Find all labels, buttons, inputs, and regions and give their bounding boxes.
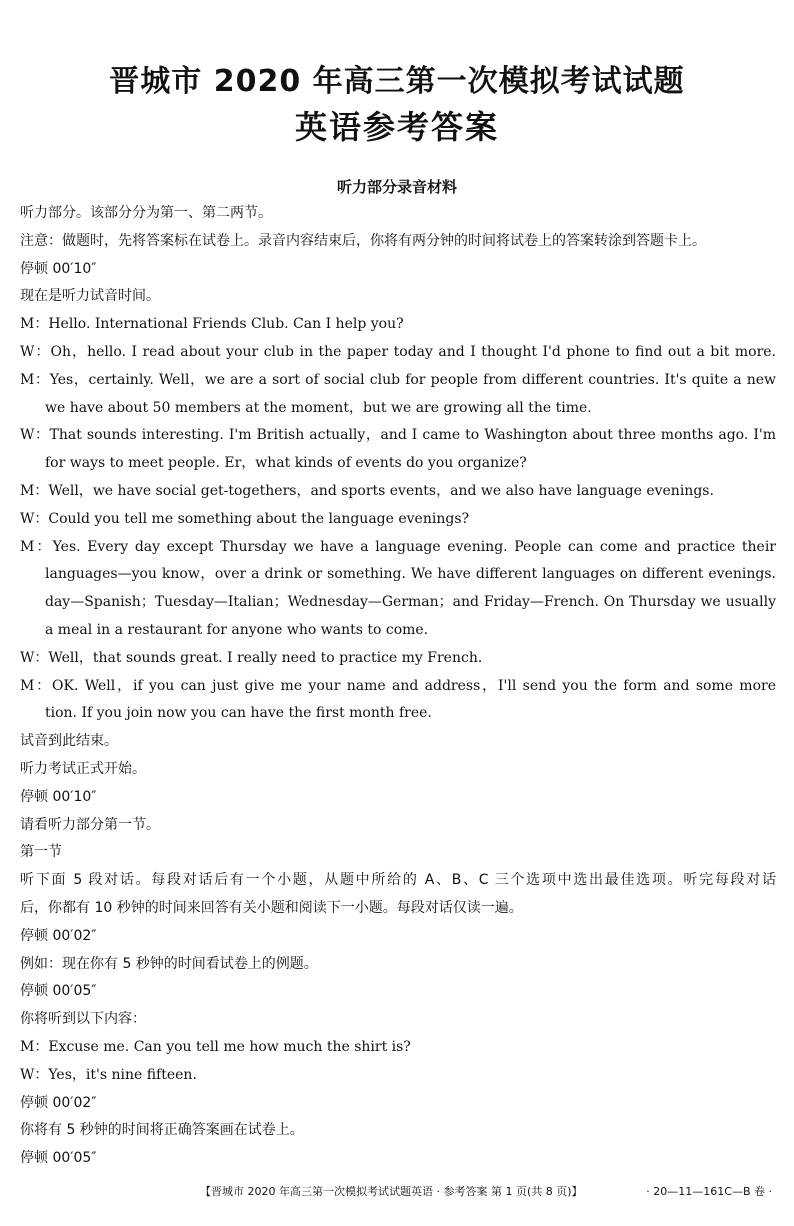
document-title: 晋城市 2020 年高三第一次模拟考试试题 bbox=[109, 64, 685, 99]
transcript-line: M：Yes，certainly. Well，we are a sort of social club for people from different countries. It's quite a new bbox=[20, 371, 776, 388]
transcript-line: M：Yes. Every day except Thursday we have a language evening. People can come and practice their bbox=[20, 538, 776, 555]
transcript-line: 停顿 00′05″ bbox=[20, 983, 97, 1000]
transcript-line: day—Spanish；Tuesday—Italian；Wednesday—German；and Friday—French. On Thursday we usually bbox=[45, 594, 776, 611]
transcript-line: 请看听力部分第一节。 bbox=[20, 816, 160, 833]
transcript-line: M：Excuse me. Can you tell me how much the shirt is? bbox=[20, 1038, 411, 1055]
transcript-line: W：That sounds interesting. I'm British actually，and I came to Washington about three months ago. I'm bbox=[20, 427, 776, 444]
transcript-line: 停顿 00′05″ bbox=[20, 1150, 97, 1167]
footer-code: · 20—11—161C—B 卷 · bbox=[646, 1185, 772, 1198]
page-footer bbox=[0, 1183, 794, 1203]
transcript-line: W：Could you tell me something about the language evenings? bbox=[20, 510, 470, 527]
transcript-line: a meal in a restaurant for anyone who wants to come. bbox=[45, 621, 429, 638]
transcript-line: 听力部分。该部分分为第一、第二两节。 bbox=[20, 205, 272, 221]
transcript-line: we have about 50 members at the moment，but we are growing all the time. bbox=[45, 399, 592, 416]
transcript-line: 例如：现在你有 5 秒钟的时间看试卷上的例题。 bbox=[20, 955, 318, 972]
transcript-line: 你将听到以下内容： bbox=[20, 1011, 146, 1028]
transcript-line: 你将有 5 秒钟的时间将正确答案画在试卷上。 bbox=[20, 1122, 304, 1139]
transcript-line: 听力考试正式开始。 bbox=[20, 760, 146, 777]
transcript-line: W：Yes，it's nine fifteen. bbox=[20, 1066, 197, 1083]
transcript-line: 停顿 00′10″ bbox=[20, 260, 97, 277]
section-heading: 听力部分录音材料 bbox=[336, 178, 457, 196]
transcript-line: 停顿 00′02″ bbox=[20, 927, 97, 944]
transcript-line: 后，你都有 10 秒钟的时间来回答有关小题和阅读下一小题。每段对话仅读一遍。 bbox=[20, 899, 523, 916]
transcript-line: languages—you know，over a drink or something. We have different languages on different evenings. bbox=[45, 566, 776, 583]
transcript-line: 停顿 00′10″ bbox=[20, 788, 97, 805]
transcript-line: W：Oh，hello. I read about your club in the paper today and I thought I'd phone to find out a bit more. bbox=[20, 343, 776, 360]
document-subtitle: 英语参考答案 bbox=[294, 108, 499, 146]
transcript-line: 第一节 bbox=[20, 844, 62, 861]
transcript-line: M：OK. Well，if you can just give me your name and address，I'll send you the form and some more bbox=[20, 677, 776, 694]
footer-page-info: 【晋城市 2020 年高三第一次模拟考试试题英语 · 参考答案 第 1 页(共 8 页)】 bbox=[200, 1185, 583, 1198]
transcript-line: 试音到此结束。 bbox=[20, 733, 118, 750]
transcript-line: 停顿 00′02″ bbox=[20, 1094, 97, 1111]
transcript-line: 注意：做题时，先将答案标在试卷上。录音内容结束后，你将有两分钟的时间将试卷上的答案转涂到答题卡上。 bbox=[20, 232, 706, 249]
transcript-line: 听下面 5 段对话。每段对话后有一个小题，从题中所给的 A、B、C 三个选项中选出最佳选项。听完每段对话 bbox=[20, 872, 776, 889]
transcript-line: M：Well，we have social get-togethers，and sports events，and we also have language evenings. bbox=[20, 482, 714, 499]
transcript-line: 现在是听力试音时间。 bbox=[20, 288, 160, 305]
transcript-line: M：Hello. International Friends Club. Can I help you? bbox=[20, 316, 404, 333]
transcript-line: tion. If you join now you can have the first month free. bbox=[45, 705, 432, 722]
transcript-body bbox=[20, 200, 776, 1173]
transcript-line: for ways to meet people. Er，what kinds of events do you organize? bbox=[45, 455, 527, 472]
transcript-line: W：Well，that sounds great. I really need to practice my French. bbox=[20, 649, 483, 666]
